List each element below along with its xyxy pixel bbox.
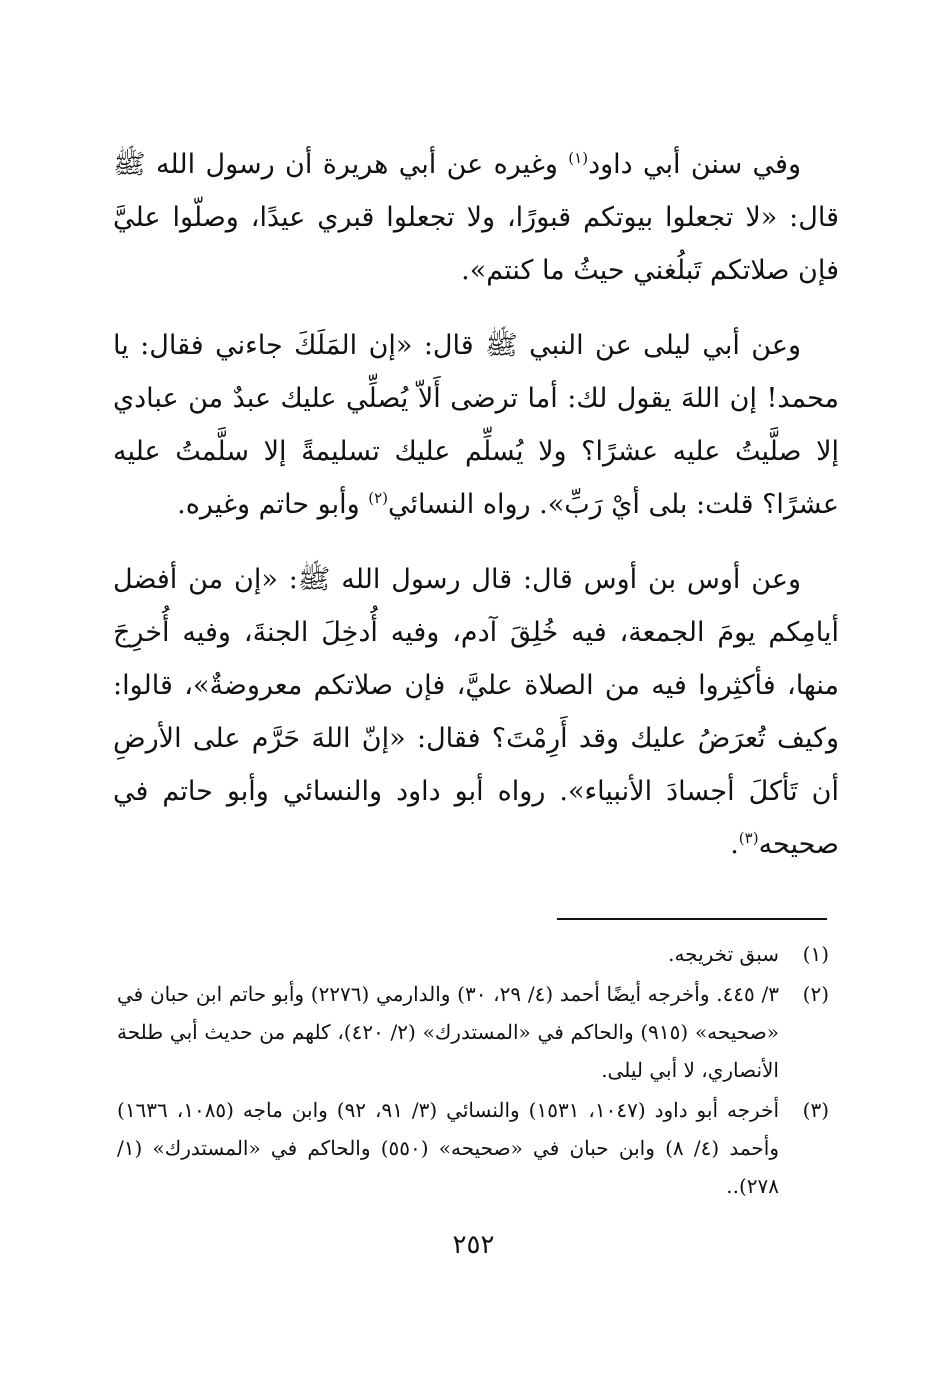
footnote-2-text: ٣/ ٤٤٥. وأخرجه أيضًا أحمد (٤/ ٢٩، ٣٠) والدارمي (٢٢٧٦) وأبو حاتم ابن حبان في «صحيحه» (٩١٥) والحاكم في «المستدرك» (٢/ ٤٢٠)، كلهم من حديث أبي طلحة الأنصاري، لا أبي ليلى. <box>117 982 779 1082</box>
paragraph-1-text-end: وغيره عن أبي هريرة أن رسول الله ﷺ قال: «لا تجعلوا بيوتكم قبورًا، ولا تجعلوا قبري عيدًا، وصلّوا عليَّ فإن صلاتكم تَبلُغني حيثُ ما كنتم». <box>113 149 839 286</box>
main-text <box>113 138 839 893</box>
footnote-ref-1: (١) <box>568 149 589 167</box>
paragraph-2 <box>113 319 839 531</box>
paragraph-2-text-start: وعن أبي ليلى عن النبي ﷺ قال: «إن المَلَكَ جاءني فقال: يا محمد! إن اللهَ يقول لك: أما ترضى أَلاّ يُصلِّي عليك عبدٌ من عبادي إلا صلَّيتُ عليه عشرًا؟ ولا يُسلِّم عليك تسليمةً إلا سلَّمتُ عليه عشرًا؟ قلت: بلى أيْ رَبِّ». رواه النسائي <box>113 330 839 520</box>
paragraph-3 <box>113 553 839 871</box>
page-number: ٢٥٢ <box>452 1230 495 1260</box>
paragraph-3-text-start: وعن أوس بن أوس قال: قال رسول الله ﷺ: «إن من أفضل أيامِكم يومَ الجمعة، فيه خُلِقَ آدم، وفيه أُدخِلَ الجنةَ، وفيه أُخرِجَ منها، فأكثِروا فيه من الصلاة عليَّ، فإن صلاتكم معروضةٌ»، قالوا: وكيف تُعرَضُ عليك وقد أَرِمْتَ؟ فقال: «إنّ اللهَ حَرَّم على الأرضِ أن تَأكلَ أجسادَ الأنبياء». رواه أبو داود والنسائي وأبو حاتم في صحيحه <box>113 564 839 860</box>
footnote-separator <box>557 918 827 920</box>
footnote-ref-3: (٣) <box>738 829 759 847</box>
footnote-2-number: (٢) <box>802 982 829 1006</box>
footnote-1 <box>117 935 829 973</box>
footnote-3-number: (٣) <box>802 1098 829 1122</box>
footnote-3 <box>117 1091 829 1205</box>
footnotes <box>117 935 829 1207</box>
paragraph-3-text-end: . <box>730 829 739 860</box>
footnote-3-text: أخرجه أبو داود (١٠٤٧، ١٥٣١) والنسائي (٣/ ٩١، ٩٢) وابن ماجه (١٠٨٥، ١٦٣٦) وأحمد (٤/ ٨) وابن حبان في «صحيحه» (٥٥٠) والحاكم في «المستدرك» (١/ ٢٧٨).. <box>117 1098 780 1198</box>
footnote-2 <box>117 975 829 1089</box>
footnote-1-text: سبق تخريجه. <box>668 942 779 966</box>
paragraph-2-text-end: وأبو حاتم وغيره. <box>177 489 369 520</box>
footnote-ref-2: (٢) <box>368 489 389 507</box>
footnote-1-number: (١) <box>802 942 829 966</box>
paragraph-1-text-start: وفي سنن أبي داود <box>588 149 801 180</box>
paragraph-1 <box>113 138 839 297</box>
